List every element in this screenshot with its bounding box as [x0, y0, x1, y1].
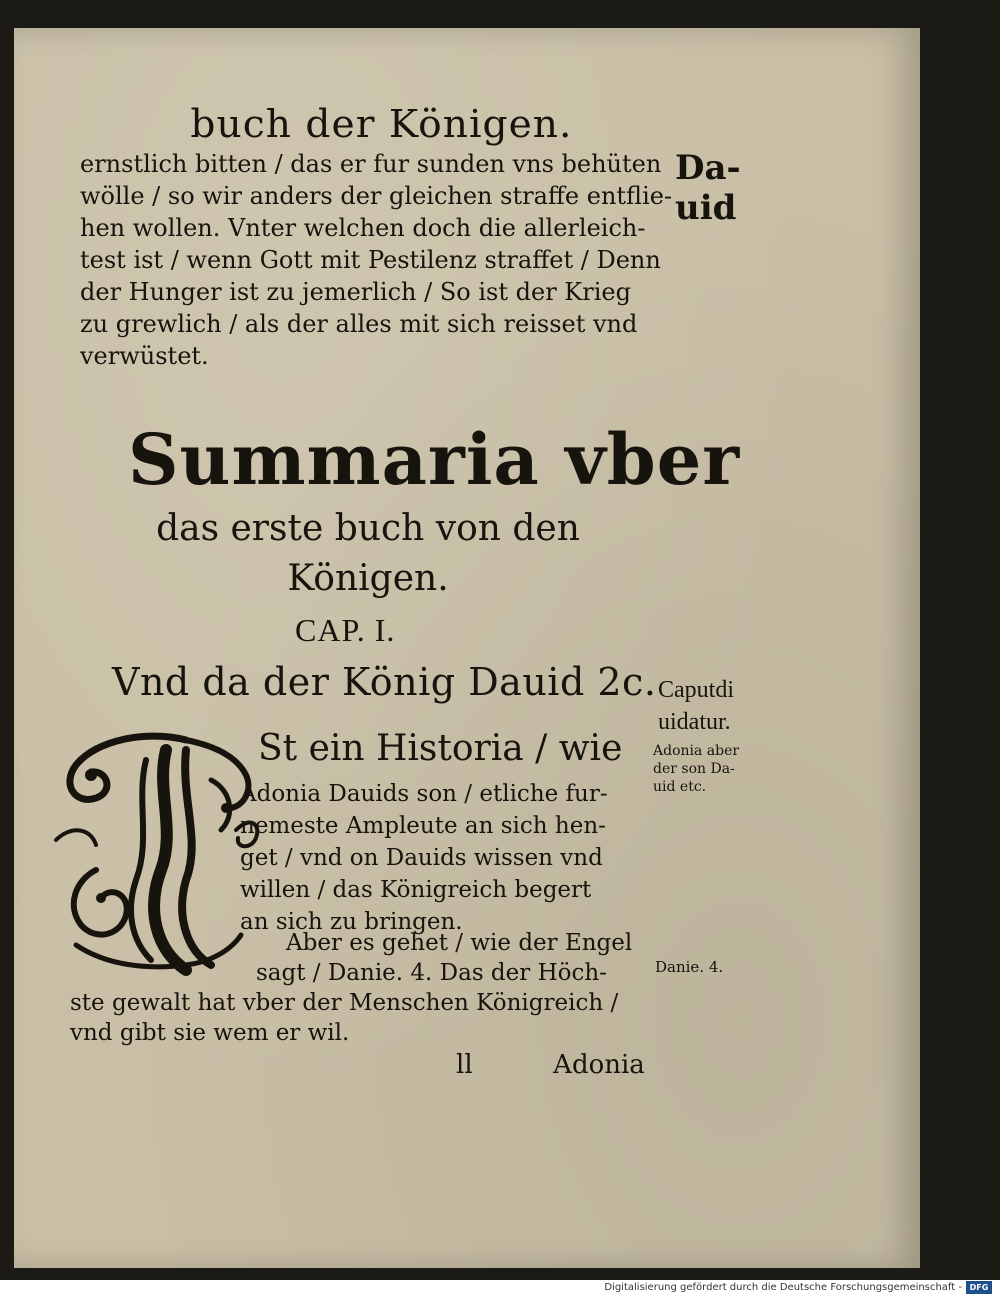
body-line: verwüstet.: [80, 342, 209, 370]
margin-line: uid etc.: [653, 779, 707, 795]
body-line: zu grewlich / als der alles mit sich reisset vnd: [80, 310, 638, 338]
margin-line: Adonia aber: [653, 743, 740, 759]
margin-note-david: [675, 148, 741, 228]
paragraph-line: sagt / Danie. 4. Das der Höch-: [256, 960, 607, 986]
paragraph-line: ste gewalt hat vber der Menschen Königreich /: [70, 990, 619, 1016]
chapter-heading: CAP. I.: [295, 612, 396, 648]
paragraph-line: nemeste Ampleute an sich hen-: [240, 813, 606, 839]
body-text-top: [80, 148, 680, 372]
catchword: Adonia: [553, 1050, 645, 1080]
chapter-incipit: Vnd da der König Dauid 2c.: [112, 660, 657, 704]
margin-line: uid: [675, 188, 737, 228]
subtitle-line: das erste buch von den: [156, 508, 580, 549]
paragraph-line: Adonia Dauids son / etliche fur-: [240, 781, 608, 807]
paragraph-line: get / vnd on Dauids wissen vnd: [240, 845, 603, 871]
paragraph-1-first-line: St ein Historia / wie: [258, 728, 623, 769]
footer-credit: Digitalisierung gefördert durch die Deutsche Forschungsgemeinschaft -: [604, 1282, 962, 1293]
body-line: test ist / wenn Gott mit Pestilenz straffet / Denn: [80, 246, 661, 274]
margin-line: uidatur.: [658, 709, 731, 735]
margin-line: Da-: [675, 148, 741, 188]
margin-note-adonia: [653, 742, 739, 796]
body-line: ernstlich bitten / das er fur sunden vns behüten: [80, 150, 662, 178]
paragraph-line: an sich zu bringen.: [240, 909, 463, 935]
body-line: hen wollen. Vnter welchen doch die allerleich-: [80, 214, 646, 242]
body-line: wölle / so wir anders der gleichen straffe entflie-: [80, 182, 673, 210]
running-header: buch der Königen.: [190, 102, 573, 146]
margin-note-caput: [658, 674, 734, 738]
dfg-logo-icon: DFG: [966, 1281, 992, 1294]
paragraph-1: [240, 778, 608, 938]
paragraph-line: vnd gibt sie wem er wil.: [70, 1020, 350, 1046]
margin-line: der son Da-: [653, 761, 735, 777]
margin-note-danie: Danie. 4.: [655, 958, 724, 976]
signature-mark: ll: [456, 1050, 473, 1080]
margin-line: Caputdi: [658, 677, 734, 703]
subtitle-line: Königen.: [287, 558, 449, 599]
paragraph-line: Aber es gehet / wie der Engel: [286, 930, 633, 956]
paragraph-line: willen / das Königreich begert: [240, 877, 592, 903]
paragraph-2: [70, 928, 632, 1048]
summary-title: Summaria vber: [128, 418, 741, 501]
catchword-line: [456, 1050, 645, 1080]
summary-subtitle: [148, 504, 588, 604]
body-line: der Hunger ist zu jemerlich / So ist der Krieg: [80, 278, 631, 306]
